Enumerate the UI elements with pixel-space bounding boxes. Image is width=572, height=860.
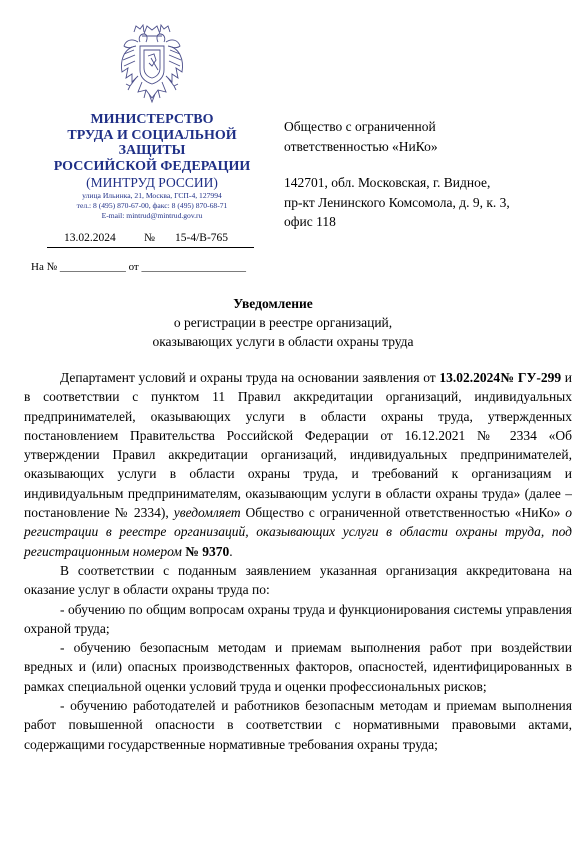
p1-text-c: Общество с ограниченной ответственностью «НиКо» [240,505,566,521]
registration-statement: о регистрации в реестре организаций, оказывающих услуги в области охраны труда, под регистрационным номером [24,505,572,559]
reply-reference-line: На № ____________ от ___________________ [31,261,246,273]
registration-underline [47,247,254,248]
ministry-name-line-4: РОССИЙСКОЙ ФЕДЕРАЦИИ [53,158,251,174]
p1-text-b: и в соответствии с пунктом 11 Правил аккредитации организаций, индивидуальных предпринимателей, оказывающих услуги в области охраны труда, утвержденных постановлением Правительства Российской Федерации от 16.12.2021 № 2334 «Об утверждении Правил аккредитации организаций, индивидуальных предпринимателей, оказывающих услуги в области охраны труда, и требований к организациям и индивидуальным предпринимателям, оказывающим услуги в области охраны труда» (далее – постановление № 2334), [24,370,572,521]
registry-number: № 9370 [185,543,230,559]
body-paragraph-2: В соответствии с поданным заявлением указанная организация аккредитована на оказание услуг в области охраны труда по: [24,562,572,598]
body-paragraph-1 [24,368,572,561]
service-item-1: - обучению по общим вопросам охраны труда и функционирования системы управления охраной труда; [24,601,572,636]
document-subtitle-line-2: оказывающих услуги в области охраны труда [152,334,414,349]
registration-number-label: № [144,232,155,244]
application-number: № ГУ-299 [500,370,562,385]
coat-of-arms-emblem [116,20,188,106]
ministry-name-line-1: МИНИСТЕРСТВО [90,112,214,127]
service-item-3: - обучению работодателей и работников безопасным методам и приемам выполнения работ повышенной опасности в соответствии с нормативными правовыми актами, содержащими государственные нормативные требования охраны труда; [24,698,572,752]
recipient-block [284,117,534,232]
ministry-email: E-mail: mintrud@mintrud.gov.ru [101,211,203,220]
recipient-name-line-2: ответственностью «НиКо» [284,138,438,154]
recipient-name-line-1: Общество с ограниченной [284,119,436,134]
service-item-2: - обучению безопасным методам и приемам выполнения работ при воздействии вредных и (или) опасных производственных факторов, опасностей, идентифицированных в рамках специальной оценки условий труда и оценки профессиональных рисков; [24,640,572,694]
application-date: 13.02.2024 [439,370,501,385]
ministry-phones: тел.: 8 (495) 870-67-00, факс: 8 (495) 870-68-71 [76,201,228,210]
ministry-name-line-3: ЗАЩИТЫ [118,143,186,158]
notify-word: уведомляет [173,505,241,521]
p1-end: . [229,543,233,559]
ministry-address: улица Ильинка, 21, Москва, ГСП-4, 127994 [82,191,222,200]
recipient-address-line-2: пр-кт Ленинского Комсомола, д. 9, к. 3, [284,194,510,210]
ministry-block [30,112,274,221]
recipient-gap [284,156,534,173]
p1-text-a: Департамент условий и охраны труда на основании заявления от [60,370,440,385]
recipient-address-line-3: офис 118 [284,214,336,229]
document-subtitle-line-1: о регистрации в реестре организаций, [173,315,393,330]
ministry-abbreviation: (МИНТРУД РОССИИ) [86,175,218,190]
registration-date: 13.02.2024 [64,232,116,244]
recipient-address-line-1: 142701, обл. Московская, г. Видное, [284,175,491,190]
document-body [24,368,572,754]
document-title: Уведомление [233,296,313,311]
registration-number: 15-4/В-765 [175,232,229,244]
registration-line [47,232,254,248]
ministry-name-line-2: ТРУДА И СОЦИАЛЬНОЙ [67,127,237,143]
